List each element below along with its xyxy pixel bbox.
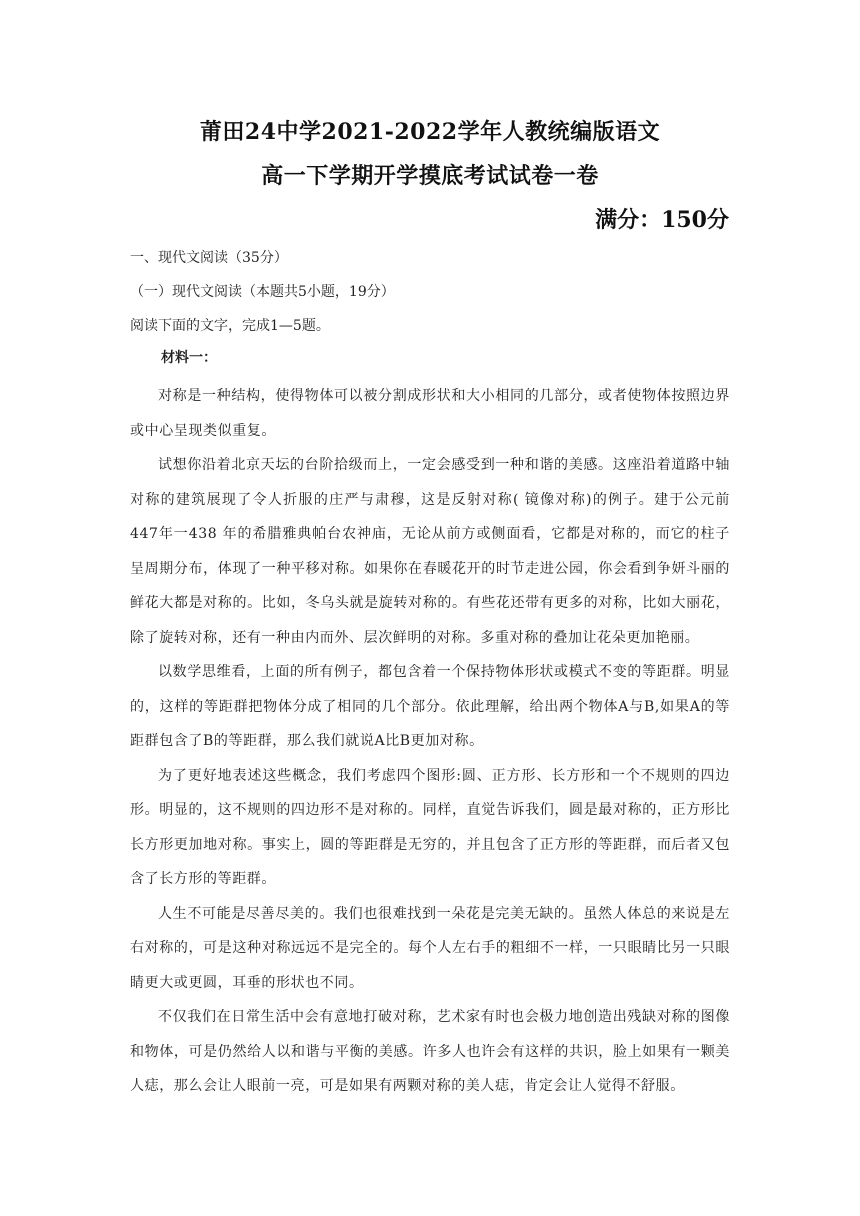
material-label: 材料一： [161, 350, 217, 366]
paragraph: 为了更好地表述这些概念，我们考虑四个图形:圆、正方形、长方形和一个不规则的四边形。明显的，这不规则的四边形不是对称的。同样，直觉告诉我们，圆是最对称的，正方形比长方形更加地对称。事实上，圆的等距群是无穷的，并且包含了正方形的等距群，而后者又包含了长方形的等距群。 [130, 767, 730, 887]
material-body [130, 379, 730, 1104]
full-score: 满分：150分 [595, 207, 729, 233]
paragraph: 以数学思维看，上面的所有例子，都包含着一个保持物体形状或模式不变的等距群。明显的，这样的等距群把物体分成了相同的几个部分。依此理解，给出两个物体A与B,如果A的等距群包含了B的等距群，那么我们就说A比B更加对称。 [130, 664, 731, 749]
exam-title-line2: 高一下学期开学摸底考试试卷一卷 [261, 163, 599, 189]
reading-instruction: 阅读下面的文字，完成1—5题。 [130, 318, 330, 334]
paragraph: 试想你沿着北京天坛的台阶拾级而上，一定会感受到一种和谐的美感。这座沿着道路中轴对称的建筑展现了令人折服的庄严与肃穆，这是反射对称( 镜像对称)的例子。建于公元前447年一438 年的希腊雅典帕台农神庙，无论从前方或侧面看，它都是对称的，而它的柱子呈周期分布，体现了一种平移对称。如果你在春暖花开的时节走进公园，你会看到争妍斗丽的鲜花大都是对称的。比如，冬乌头就是旋转对称的。有些花还带有更多的对称，比如大丽花，除了旋转对称，还有一种由内而外、层次鲜明的对称。多重对称的叠加让花朵更加艳丽。 [130, 457, 730, 646]
section-subheading: （一）现代文阅读（本题共5小题，19分） [130, 284, 395, 300]
paragraph: 对称是一种结构，使得物体可以被分割成形状和大小相同的几部分，或者使物体按照边界或中心呈现类似重复。 [130, 388, 730, 439]
paragraph: 不仅我们在日常生活中会有意地打破对称，艺术家有时也会极力地创造出残缺对称的图像和物体，可是仍然给人以和谐与平衡的美感。许多人也许会有这样的共识，脸上如果有一颗美人痣，那么会让人眼前一亮，可是如果有两颗对称的美人痣，肯定会让人觉得不舒服。 [130, 1009, 730, 1094]
exam-title-line1: 莆田24中学2021-2022学年人教统编版语文 [199, 119, 661, 145]
paragraph: 人生不可能是尽善尽美的。我们也很难找到一朵花是完美无缺的。虽然人体总的来说是左右对称的，可是这种对称远远不是完全的。每个人左右手的粗细不一样，一只眼睛比另一只眼睛更大或更圆，耳垂的形状也不同。 [130, 905, 730, 991]
section-heading-part1: 一、现代文阅读（35分） [130, 250, 288, 266]
